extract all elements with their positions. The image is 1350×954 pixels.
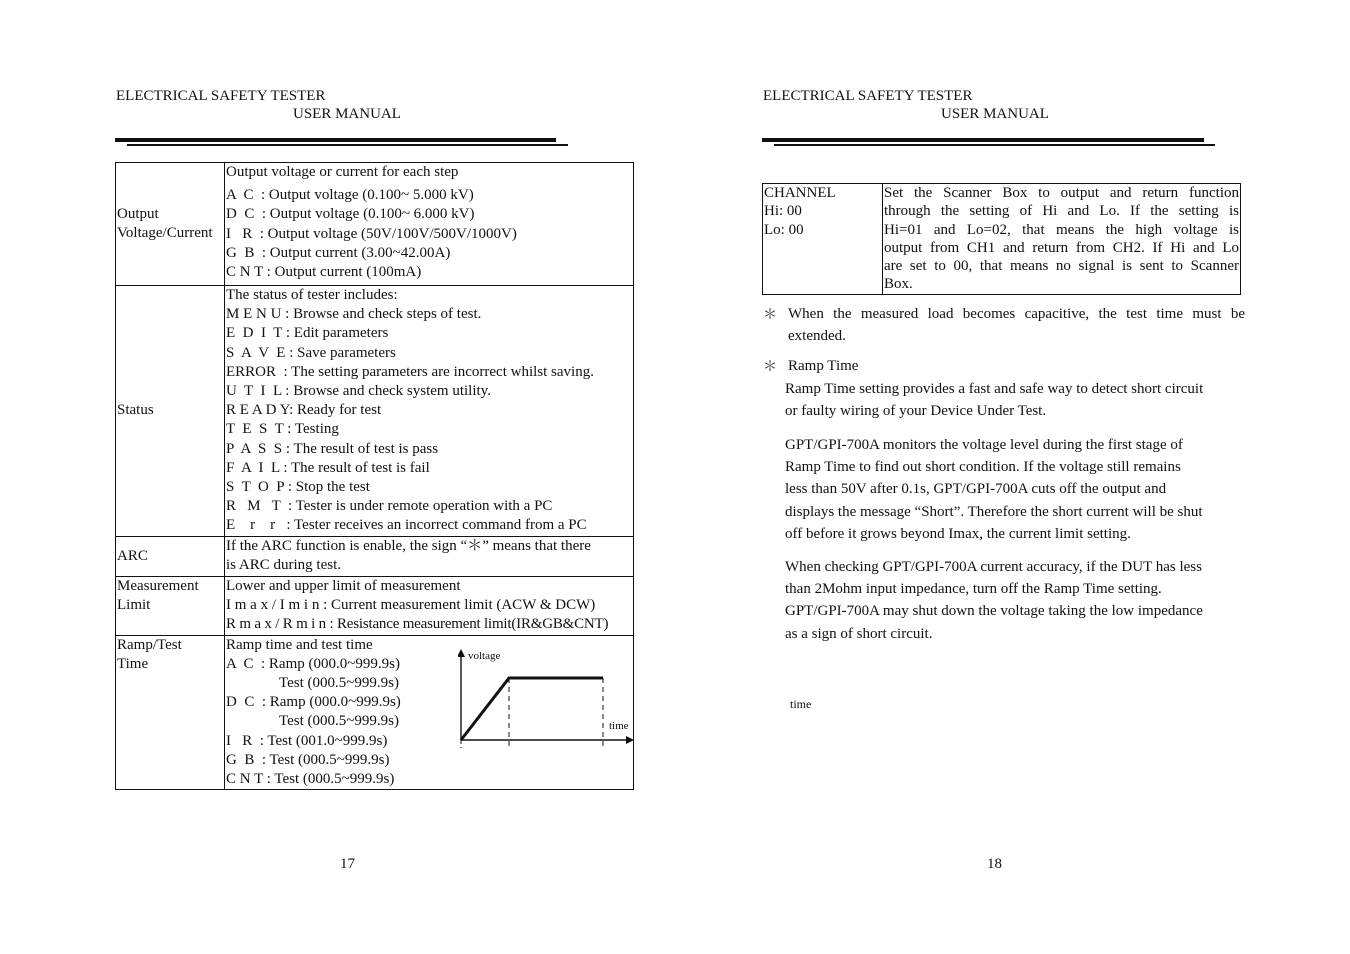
value-line: I R : Output voltage (50V/100V/500V/1000V) (226, 225, 517, 242)
voltage-curve (461, 678, 603, 740)
page-number: 18 (987, 856, 1002, 872)
paragraph-ramp-intro (785, 378, 1243, 422)
header-subtitle: USER MANUAL (293, 106, 401, 122)
value-line: U T I L : Browse and check system utility. (226, 383, 491, 400)
table-row-channel (763, 184, 1241, 295)
paragraph-line: displays the message “Short”. Therefore the short current will be shut (785, 503, 1203, 520)
label-line: Hi: 00 (764, 203, 802, 220)
page-number: 17 (340, 856, 355, 872)
value-line: M E N U : Browse and check steps of test. (226, 306, 482, 323)
paragraph-line: off before it grows beyond Imax, the current limit setting. (785, 525, 1131, 542)
value-line: A C : Ramp (000.0~999.9s) (226, 655, 400, 672)
channel-table (762, 183, 1241, 295)
label-line: Measurement (117, 577, 199, 594)
paragraph-line: Ramp Time to find out short condition. If the voltage still remains (785, 459, 1181, 476)
label-line: Voltage/Current (117, 225, 213, 241)
row-label (116, 635, 225, 790)
paragraph-line: than 2Mohm input impedance, turn off the Ramp Time setting. (785, 581, 1162, 598)
paragraph-ramp-monitor (785, 434, 1243, 545)
value-line: Test (000.5~999.9s) (279, 675, 399, 692)
value-line: I R : Test (001.0~999.9s) (226, 732, 388, 749)
note-line: When the measured load becomes capacitive, the test time must be (788, 306, 1245, 322)
label-line: Lo: 00 (764, 221, 804, 238)
value-line: D C : Ramp (000.0~999.9s) (226, 694, 401, 711)
note-ramp-time (763, 355, 1245, 377)
value-line: R M T : Tester is under remote operation with a PC (226, 498, 553, 515)
value-line: is ARC during test. (226, 556, 342, 573)
paragraph-line: GPT/GPI-700A may shut down the voltage taking the low impedance (785, 603, 1203, 620)
label-line: Limit (117, 596, 151, 613)
value-line: G B : Output current (3.00~42.00A) (226, 244, 451, 261)
graph-x-label: time (609, 719, 629, 732)
row-label (116, 576, 225, 635)
value-line: G B : Test (000.5~999.9s) (226, 751, 390, 768)
value-line: R m a x / R m i n : Resistance measurement limit(IR&GB&CNT) (226, 616, 609, 633)
header-subtitle: USER MANUAL (941, 106, 1049, 122)
row-label (116, 163, 225, 286)
paragraph-line: less than 50V after 0.1s, GPT/GPI-700A cuts off the output and (785, 481, 1167, 498)
value-line: F A I L : The result of test is fail (226, 459, 430, 476)
row-value (883, 184, 1241, 295)
note-capacitive-load (763, 303, 1245, 347)
row-value (225, 163, 634, 286)
paragraph-line: GPT/GPI-700A monitors the voltage level during the first stage of (785, 437, 1183, 453)
table-row-output (116, 163, 634, 286)
value-line: D C : Output voltage (0.100~ 6.000 kV) (226, 206, 475, 223)
header-title: ELECTRICAL SAFETY TESTER (763, 88, 973, 104)
value-line: Hi=01 and Lo=02, that means the high voltage is (884, 221, 1239, 238)
value-line: through the setting of Hi and Lo. If the setting is (884, 203, 1239, 220)
row-value (225, 635, 634, 790)
value-line: Ramp time and test time (226, 636, 373, 653)
label-line: Time (117, 655, 149, 672)
paragraph-line: When checking GPT/GPI-700A current accuracy, if the DUT has less (785, 559, 1202, 575)
label-line: Output (117, 205, 159, 222)
value-line: C N T : Output current (100mA) (226, 264, 422, 281)
value-line: Lower and upper limit of measurement (226, 577, 461, 594)
value-line: If the ARC function is enable, the sign “＊” means that there (226, 537, 591, 554)
note-line: extended. (788, 328, 846, 344)
note-title: Ramp Time (788, 358, 859, 374)
x-axis-arrow (626, 736, 634, 744)
value-line: E D I T : Edit parameters (226, 325, 389, 342)
value-line: A C : Output voltage (0.100~ 5.000 kV) (226, 187, 474, 204)
note-text (788, 303, 1245, 347)
label-line: Ramp/Test (117, 636, 182, 653)
value-line: I m a x / I m i n : Current measurement limit (ACW & DCW) (226, 596, 596, 613)
paragraph-line: Ramp Time setting provides a fast and safe way to detect short circuit (785, 381, 1204, 397)
value-line: R E A D Y: Ready for test (226, 402, 382, 419)
header-rule-thick (115, 138, 556, 142)
label-line: CHANNEL (764, 185, 836, 201)
value-line: The status of tester includes: (226, 287, 398, 303)
y-axis-arrow (458, 649, 465, 657)
spec-table (115, 162, 634, 790)
value-line: ERROR : The setting parameters are incorrect whilst saving. (226, 363, 594, 380)
table-row-status (116, 286, 634, 537)
page-18 (675, 0, 1350, 954)
row-label: ARC (116, 536, 225, 576)
value-line: are set to 00, that means no signal is sent to Scanner (884, 258, 1239, 275)
value-line: P A S S : The result of test is pass (226, 440, 439, 457)
value-line: output from CH1 and return from CH2. If Hi and Lo (884, 239, 1239, 256)
stray-axis-label: time (790, 697, 812, 711)
value-line: Set the Scanner Box to output and return function (884, 185, 1239, 201)
asterisk-icon: ＊ (763, 307, 777, 323)
graph-y-label: voltage (468, 649, 501, 662)
asterisk-icon: ＊ (763, 359, 777, 375)
header-rule-thick (762, 138, 1204, 142)
value-line: S A V E : Save parameters (226, 344, 396, 361)
header-title: ELECTRICAL SAFETY TESTER (116, 88, 326, 104)
value-line: Test (000.5~999.9s) (279, 713, 399, 730)
value-line: C N T : Test (000.5~999.9s) (226, 771, 395, 788)
header-rule-thin (127, 144, 568, 146)
row-value (225, 286, 634, 537)
value-line: E r r : Tester receives an incorrect command from a PC (226, 517, 587, 534)
value-line: Box. (884, 276, 913, 293)
row-value (225, 576, 634, 635)
value-line: Output voltage or current for each step (226, 164, 459, 180)
table-row-arc (116, 536, 634, 576)
value-line: S T O P : Stop the test (226, 479, 370, 496)
header-rule-thin (774, 144, 1215, 146)
row-label: Status (116, 286, 225, 537)
paragraph-ramp-accuracy (785, 556, 1243, 645)
paragraph-line: or faulty wiring of your Device Under Test. (785, 403, 1047, 420)
table-row-ramp (116, 635, 634, 790)
ramp-time-graph (458, 648, 638, 748)
row-value (225, 536, 634, 576)
table-row-measurement (116, 576, 634, 635)
row-label (763, 184, 883, 295)
value-line: T E S T : Testing (226, 421, 339, 438)
paragraph-line: as a sign of short circuit. (785, 625, 933, 642)
